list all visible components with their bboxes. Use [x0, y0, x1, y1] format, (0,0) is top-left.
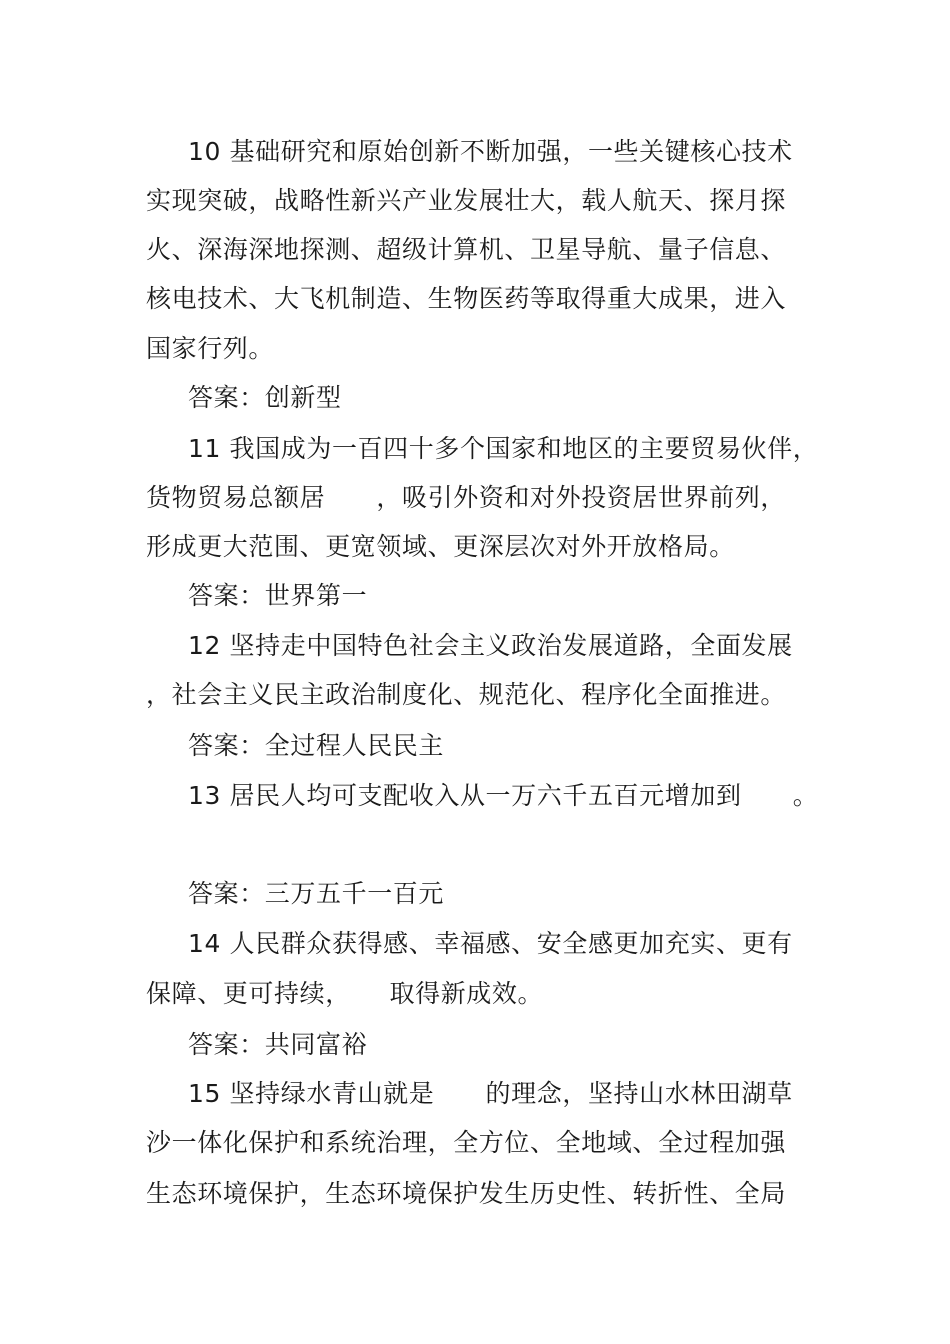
- question-10-line-1: 10 基础研究和原始创新不断加强，一些关键核心技术: [188, 137, 793, 166]
- answer-14: 答案：共同富裕: [188, 1030, 368, 1059]
- question-10-line-5: 国家行列。: [146, 334, 275, 363]
- question-10-line-3: 火、深海深地探测、超级计算机、卫星导航、量子信息、: [146, 235, 787, 264]
- question-14-line-1: 14 人民群众获得感、幸福感、安全感更加充实、更有: [188, 929, 793, 958]
- question-15-line-3: 生态环境保护，生态环境保护发生历史性、转折性、全局: [146, 1179, 787, 1208]
- question-11-line-1: 11 我国成为一百四十多个国家和地区的主要贸易伙伴，: [188, 434, 819, 463]
- answer-10: 答案：创新型: [188, 383, 342, 412]
- answer-11: 答案：世界第一: [188, 581, 368, 610]
- question-13-line-1: 13 居民人均可支配收入从一万六千五百元增加到 。: [188, 781, 819, 810]
- answer-12: 答案：全过程人民民主: [188, 731, 445, 760]
- answer-13: 答案：三万五千一百元: [188, 879, 445, 908]
- question-15-line-2: 沙一体化保护和系统治理，全方位、全地域、全过程加强: [146, 1128, 787, 1157]
- question-11-line-3: 形成更大范围、更宽领域、更深层次对外开放格局。: [146, 532, 735, 561]
- question-11-line-2: 货物贸易总额居 ，吸引外资和对外投资居世界前列，: [146, 483, 787, 512]
- question-15-line-1: 15 坚持绿水青山就是 的理念，坚持山水林田湖草: [188, 1079, 793, 1108]
- question-12-line-2: ，社会主义民主政治制度化、规范化、程序化全面推进。: [146, 680, 787, 709]
- question-10-line-4: 核电技术、大飞机制造、生物医药等取得重大成果，进入: [146, 284, 787, 313]
- question-14-line-2: 保障、更可持续， 取得新成效。: [146, 979, 544, 1008]
- question-10-line-2: 实现突破，战略性新兴产业发展壮大，载人航天、探月探: [146, 186, 787, 215]
- question-12-line-1: 12 坚持走中国特色社会主义政治发展道路，全面发展: [188, 631, 793, 660]
